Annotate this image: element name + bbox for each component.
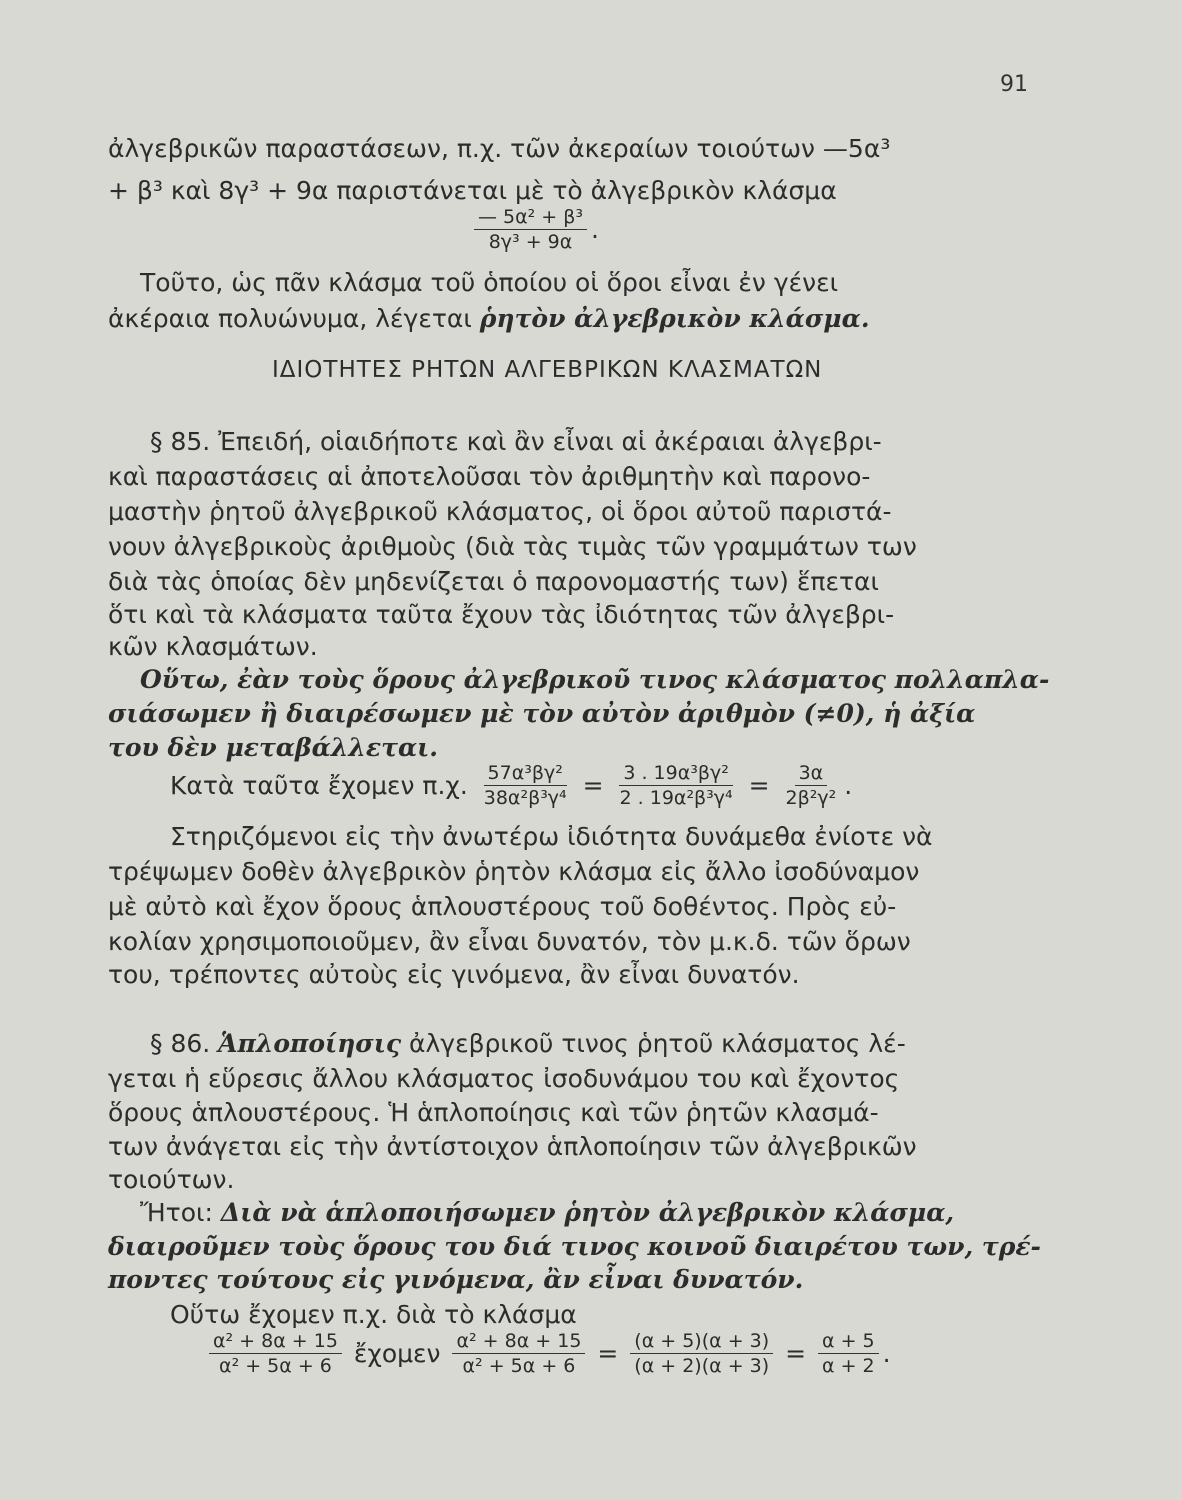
fraction-denominator: α² + 5α + 6 — [219, 1355, 332, 1377]
rule-line: ποντες τούτους εἰς γινόμενα, ἂν εἶναι δυνατόν. — [108, 1265, 804, 1294]
paragraph-line: μὲ αὐτὸ καὶ ἔχον ὅρους ἁπλουστέρους τοῦ δοθέντος. Πρὸς εὐ- — [108, 892, 897, 921]
paragraph-line: + β³ καὶ 8γ³ + 9α παριστάνεται μὲ τὸ ἀλγεβρικὸν κλάσμα — [108, 176, 837, 205]
paragraph-line: κολίαν χρησιμοποιοῦμεν, ἂν εἶναι δυνατόν, τὸν μ.κ.δ. τῶν ὅρων — [108, 927, 911, 956]
fraction-numerator: 3 . 19α³βγ² — [619, 762, 733, 786]
paragraph-line: Οὕτω ἔχομεν π.χ. διὰ τὸ κλάσμα — [170, 1300, 577, 1329]
paragraph-line: ὅτι καὶ τὰ κλάσματα ταῦτα ἔχουν τὰς ἰδιότητας τῶν ἀλγεβρι- — [108, 600, 895, 629]
paragraph-line: τοιούτων. — [108, 1165, 235, 1194]
example-lead: Κατὰ ταῦτα ἔχομεν π.χ. — [170, 771, 468, 800]
rule-line: Οὕτω, ἐὰν τοὺς ὅρους ἀλγεβρικοῦ τινος κλάσματος πολλαπλα- — [140, 665, 1050, 694]
fraction-denominator: 38α²β³γ⁴ — [483, 787, 567, 809]
example-equation-1 — [170, 762, 852, 809]
paragraph-line: νουν ἀλγεβρικοὺς ἀριθμοὺς (διὰ τὰς τιμὰς τῶν γραμμάτων των — [108, 532, 917, 561]
rule-line: σιάσωμεν ἢ διαιρέσωμεν μὲ τὸν αὐτὸν ἀριθμὸν (≠0), ἡ ἀξία — [108, 699, 976, 728]
paragraph-line — [108, 302, 1053, 335]
fraction-numerator: α² + 8α + 15 — [452, 1330, 585, 1354]
fraction-numerator: — 5α² + β³ — [474, 206, 587, 230]
paragraph-line: τρέψωμεν δοθὲν ἀλγεβρικὸν ῥητὸν κλάσμα εἰς ἄλλο ἰσοδύναμον — [108, 857, 920, 886]
fraction-denominator: 2β²γ² — [785, 787, 837, 809]
text-span: Ἤτοι: — [140, 1198, 221, 1227]
paragraph-line: κῶν κλασμάτων. — [108, 632, 318, 661]
fraction-denominator: α + 2 — [822, 1355, 875, 1377]
equals-sign: = — [582, 771, 604, 800]
section-heading: ΙΔΙΟΤΗΤΕΣ ΡΗΤΩΝ ΑΛΓΕΒΡΙΚΩΝ ΚΛΑΣΜΑΤΩΝ — [272, 357, 823, 383]
page-number: 91 — [1000, 72, 1028, 97]
paragraph-line: του, τρέποντες αὐτοὺς εἰς γινόμενα, ἂν εἶναι δυνατόν. — [108, 960, 800, 989]
rule-line: διαιροῦμεν τοὺς ὅρους του διά τινος κοινοῦ διαιρέτου των, τρέ- — [108, 1232, 1041, 1261]
fraction-denominator: 2 . 19α²β³γ⁴ — [619, 787, 733, 809]
text-span: ἀκέραια πολυώνυμα, λέγεται — [108, 304, 480, 333]
section-number: § 86. — [150, 1029, 219, 1058]
paragraph-line: § 85. Ἐπειδή, οἱαιδήποτε καὶ ἂν εἶναι αἱ ἀκέραιαι ἀλγεβρι- — [150, 427, 882, 456]
fraction-denominator: α² + 5α + 6 — [462, 1355, 576, 1377]
equals-sign: = — [785, 1339, 807, 1368]
fraction-denominator: 8γ³ + 9α — [488, 231, 573, 253]
paragraph-line: ἀλγεβρικῶν παραστάσεων, π.χ. τῶν ἀκεραίων τοιούτων —5α³ — [108, 134, 891, 163]
paragraph-line: μαστὴν ῥητοῦ ἀλγεβρικοῦ κλάσματος, οἱ ὅροι αὐτοῦ παριστά- — [108, 497, 892, 526]
fraction-numerator: 3α — [795, 762, 828, 786]
paragraph-line: διὰ τὰς ὁποίας δὲν μηδενίζεται ὁ παρονομαστής των) ἕπεται — [108, 567, 879, 596]
fraction-numerator: (α + 5)(α + 3) — [630, 1330, 773, 1354]
equals-sign: = — [597, 1339, 619, 1368]
fraction-numerator: α + 5 — [818, 1330, 879, 1354]
fraction-example-1 — [470, 206, 599, 253]
text-span: ἔχομεν — [353, 1339, 441, 1368]
equals-sign: = — [748, 771, 770, 800]
definition-term: ῥητὸν ἀλγεβρικὸν κλάσμα. — [479, 304, 870, 333]
fraction-denominator: (α + 2)(α + 3) — [634, 1355, 770, 1377]
paragraph-line: ὅρους ἁπλουστέρους. Ἡ ἁπλοποίησις καὶ τῶν ῥητῶν κλασμά- — [108, 1098, 879, 1127]
paragraph-line: γεται ἡ εὕρεσις ἄλλου κλάσματος ἰσοδυνάμου του καὶ ἔχοντος — [108, 1064, 900, 1093]
text-span: ἀλγεβρικοῦ τινος ῥητοῦ κλάσματος λέ- — [401, 1029, 906, 1058]
paragraph-line: των ἀνάγεται εἰς τὴν ἀντίστοιχον ἁπλοποίησιν τῶν ἀλγεβρικῶν — [108, 1132, 917, 1161]
rule-line — [140, 1196, 1085, 1229]
fraction-numerator: 57α³βγ² — [484, 762, 567, 786]
punctuation: . — [882, 1339, 891, 1368]
punctuation: . — [591, 215, 599, 244]
rule-line: του δὲν μεταβάλλεται. — [108, 733, 438, 762]
fraction-numerator: α² + 8α + 15 — [209, 1330, 342, 1354]
paragraph-line — [150, 1027, 1095, 1060]
example-equation-2 — [205, 1330, 891, 1377]
paragraph-line: καὶ παραστάσεις αἱ ἀποτελοῦσαι τὸν ἀριθμητὴν καὶ παρονο- — [108, 462, 871, 491]
paragraph-line: Στηριζόμενοι εἰς τὴν ἀνωτέρω ἰδιότητα δυνάμεθα ἐνίοτε νὰ — [170, 822, 933, 851]
paragraph-line: Τοῦτο, ὡς πᾶν κλάσμα τοῦ ὁποίου οἱ ὅροι εἶναι ἐν γένει — [140, 268, 839, 297]
rule-text: Διὰ νὰ ἁπλοποιήσωμεν ῥητὸν ἀλγεβρικὸν κλάσμα, — [220, 1198, 955, 1227]
definition-term: Ἁπλοποίησις — [218, 1029, 402, 1058]
punctuation: . — [844, 771, 853, 800]
